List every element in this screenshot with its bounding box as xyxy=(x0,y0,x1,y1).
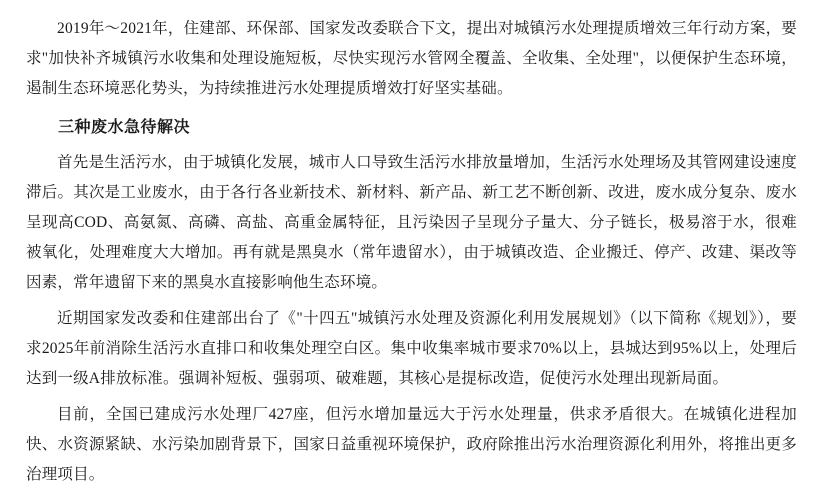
section-heading-three-wastewaters: 三种废水急待解决 xyxy=(58,119,191,136)
paragraph-fourteenth-five-year-plan: 近期国家发改委和住建部出台了《"十四五"城镇污水处理及资源化利用发展规划》（以下简称《规划》），要求2025年前消除生活污水直排口和收集处理空白区。集中收集率城市要求70%以上，县城达到95%以上，处理后达到一级A排放标准。强调补短板、强弱项、破难题，其核心是提标改造，促使污水处理出现新局面。 xyxy=(26,310,797,387)
paragraph-current-status: 目前，全国已建成污水处理厂427座，但污水增加量远大于污水处理量，供求矛盾很大。在城镇化进程加快、水资源紧缺、水污染加剧背景下，国家日益重视环境保护，政府除推出污水治理资源化利用外，将推出更多治理项目。 xyxy=(26,406,797,483)
paragraph-policy-background: 2019年～2021年，住建部、环保部、国家发改委联合下文，提出对城镇污水处理提质增效三年行动方案，要求"加快补齐城镇污水收集和处理设施短板，尽快实现污水管网全覆盖、全收集、全处理"，以便保护生态环境，遏制生态环境恶化势头，为持续推进污水处理提质增效打好坚实基础。 xyxy=(26,20,797,97)
paragraph-three-wastewater-types: 首先是生活污水，由于城镇化发展，城市人口导致生活污水排放量增加，生活污水处理场及其管网建设速度滞后。其次是工业废水，由于各行各业新技术、新材料、新产品、新工艺不断创新、改进，废水成分复杂、废水呈现高COD、高氨氮、高磷、高盐、高重金属特征，且污染因子呈现分子量大、分子链长，极易溶于水，很难被氧化，处理难度大大增加。再有就是黑臭水（常年遗留水），由于城镇改造、企业搬迁、停产、改建、渠改等因素，常年遗留下来的黑臭水直接影响他生态环境。 xyxy=(26,154,797,291)
